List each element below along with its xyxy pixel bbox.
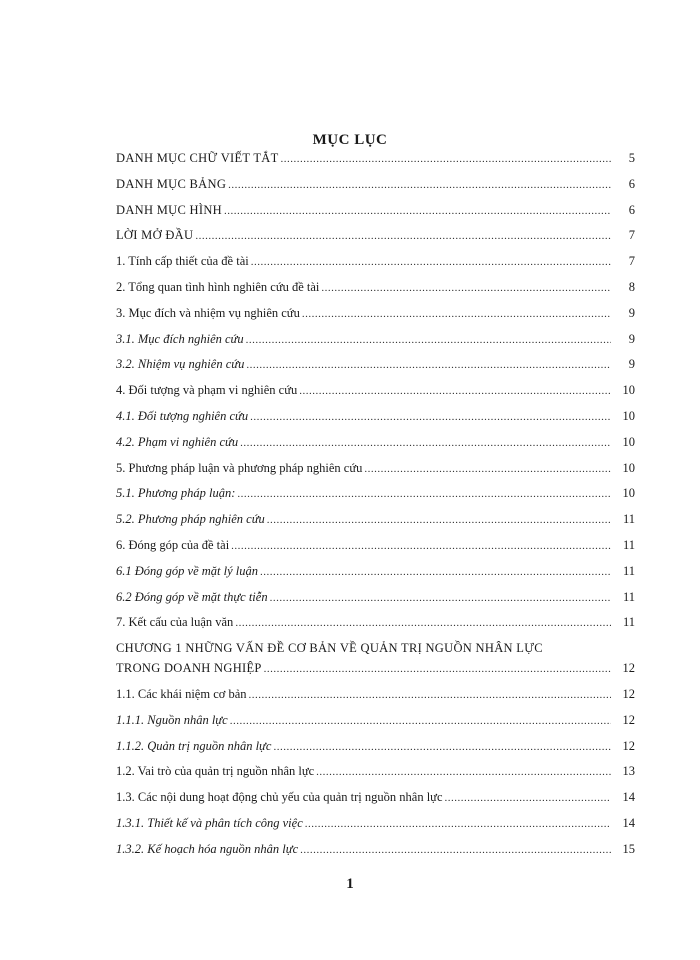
toc-entry-page: 6 <box>628 176 635 191</box>
dot-leader <box>445 792 612 804</box>
toc-entry-chapter[interactable] <box>116 641 635 687</box>
toc-entry-label-line2: TRONG DOANH NGHIỆP <box>116 661 262 676</box>
toc-entry[interactable] <box>116 842 635 868</box>
toc-entry-page: 14 <box>622 790 635 805</box>
dot-leader <box>299 385 611 397</box>
dot-leader <box>195 230 611 242</box>
toc-entry-page: 9 <box>628 305 635 320</box>
dot-leader <box>249 689 611 701</box>
toc-entry-label: DANH MỤC HÌNH <box>116 202 222 217</box>
toc-entry-label: DANH MỤC BẢNG <box>116 176 227 191</box>
dot-leader <box>305 818 611 830</box>
toc-entry-label: 4. Đối tượng và phạm vi nghiên cứu <box>116 383 298 398</box>
toc-entry[interactable] <box>116 228 635 254</box>
toc-entry-page: 11 <box>622 615 635 630</box>
toc-entry[interactable] <box>116 357 635 383</box>
dot-leader <box>231 540 611 552</box>
toc-entry-label: 1. Tính cấp thiết của đề tài <box>116 254 249 269</box>
toc-entry-label: 3. Mục đích và nhiệm vụ nghiên cứu <box>116 305 300 320</box>
toc-entry-page: 10 <box>622 434 635 449</box>
dot-leader <box>273 741 611 753</box>
toc-entry-page: 10 <box>622 486 635 501</box>
toc-entry-label: 1.1. Các khái niệm cơ bản <box>116 686 247 701</box>
toc-entry-label: 6.1 Đóng góp về mặt lý luận <box>116 563 258 578</box>
table-of-contents <box>116 151 635 868</box>
toc-entry-label: LỜI MỞ ĐẦU <box>116 228 194 243</box>
toc-entry[interactable] <box>116 332 635 358</box>
toc-entry[interactable] <box>116 764 635 790</box>
toc-entry[interactable] <box>116 512 635 538</box>
toc-entry[interactable] <box>116 816 635 842</box>
toc-entry[interactable] <box>116 538 635 564</box>
toc-entry-label-line1: CHƯƠNG 1 NHỮNG VẤN ĐỀ CƠ BẢN VỀ QUẢN TRỊ NGUỒN NHÂN LỰC <box>116 641 543 656</box>
toc-entry[interactable] <box>116 383 635 409</box>
toc-entry-label: 1.3.1. Thiết kế và phân tích công việc <box>116 815 303 830</box>
toc-entry[interactable] <box>116 151 635 177</box>
toc-entry-page: 11 <box>622 589 635 604</box>
toc-entry-page: 11 <box>622 563 635 578</box>
toc-entry-page: 9 <box>628 331 635 346</box>
toc-entry-label: 5. Phương pháp luận và phương pháp nghiên cứu <box>116 460 363 475</box>
dot-leader <box>321 282 611 294</box>
page-number: 1 <box>346 876 354 892</box>
toc-entry-label: 6. Đóng góp của đề tài <box>116 537 230 552</box>
toc-entry-page: 12 <box>622 686 635 701</box>
dot-leader <box>246 359 611 371</box>
toc-entry[interactable] <box>116 687 635 713</box>
toc-entry[interactable] <box>116 280 635 306</box>
dot-leader <box>230 715 611 727</box>
dot-leader <box>300 844 611 856</box>
toc-entry-page: 10 <box>622 383 635 398</box>
toc-entry-label: 4.1. Đối tượng nghiên cứu <box>116 408 249 423</box>
toc-entry-page: 10 <box>622 460 635 475</box>
dot-leader <box>246 334 611 346</box>
toc-entry-label: 3.1. Mục đích nghiên cứu <box>116 331 244 346</box>
toc-entry-label: 7. Kết cấu của luận văn <box>116 615 234 630</box>
toc-entry[interactable] <box>116 177 635 203</box>
toc-entry-label: 1.1.2. Quản trị nguồn nhân lực <box>116 738 272 753</box>
dot-leader <box>240 437 611 449</box>
dot-leader <box>235 617 611 629</box>
dot-leader <box>281 153 611 165</box>
toc-entry-page: 8 <box>628 279 635 294</box>
toc-entry-page: 15 <box>622 841 635 856</box>
dot-leader <box>270 592 611 604</box>
toc-entry[interactable] <box>116 615 635 641</box>
toc-entry-label: 5.2. Phương pháp nghiên cứu <box>116 512 265 527</box>
toc-entry[interactable] <box>116 254 635 280</box>
dot-leader <box>364 463 611 475</box>
toc-entry-page: 5 <box>628 151 635 165</box>
dot-leader <box>224 205 611 217</box>
toc-entry-page: 9 <box>628 357 635 372</box>
toc-entry[interactable] <box>116 590 635 616</box>
dot-leader <box>251 256 611 268</box>
toc-entry-page: 10 <box>622 408 635 423</box>
dot-leader <box>237 488 611 500</box>
dot-leader <box>260 566 611 578</box>
dot-leader <box>302 308 611 320</box>
toc-entry-page: 7 <box>628 228 635 243</box>
toc-entry[interactable] <box>116 435 635 461</box>
toc-entry[interactable] <box>116 409 635 435</box>
toc-entry-label: 5.1. Phương pháp luận: <box>116 486 236 501</box>
toc-entry-page: 11 <box>622 512 635 527</box>
toc-entry-page: 12 <box>622 712 635 727</box>
toc-entry[interactable] <box>116 306 635 332</box>
dot-leader <box>250 411 611 423</box>
toc-entry-label: 1.1.1. Nguồn nhân lực <box>116 712 228 727</box>
toc-entry[interactable] <box>116 790 635 816</box>
toc-entry[interactable] <box>116 739 635 765</box>
dot-leader <box>316 766 611 778</box>
dot-leader <box>267 514 611 526</box>
toc-entry-label: DANH MỤC CHỮ VIẾT TẮT <box>116 151 279 165</box>
toc-entry-page: 14 <box>622 815 635 830</box>
toc-entry-label: 1.3.2. Kế hoạch hóa nguồn nhân lực <box>116 841 299 856</box>
toc-entry-page: 7 <box>628 254 635 269</box>
toc-entry[interactable] <box>116 461 635 487</box>
toc-entry[interactable] <box>116 486 635 512</box>
toc-entry[interactable] <box>116 203 635 229</box>
toc-entry-label: 1.2. Vai trò của quản trị nguồn nhân lực <box>116 764 315 779</box>
dot-leader <box>264 663 611 675</box>
toc-entry-page: 11 <box>622 537 635 552</box>
dot-leader <box>228 179 611 191</box>
toc-entry-label: 3.2. Nhiệm vụ nghiên cứu <box>116 357 245 372</box>
toc-entry-page: 12 <box>622 738 635 753</box>
toc-entry-label: 2. Tổng quan tình hình nghiên cứu đề tài <box>116 279 320 294</box>
toc-entry-label: 1.3. Các nội dung hoạt động chủ yếu của quản trị nguồn nhân lực <box>116 790 443 805</box>
toc-entry-page: 6 <box>628 202 635 217</box>
page-title: MỤC LỤC <box>312 132 388 148</box>
toc-entry-page: 12 <box>622 661 635 676</box>
toc-entry[interactable] <box>116 564 635 590</box>
toc-entry-label: 4.2. Phạm vi nghiên cứu <box>116 434 239 449</box>
toc-entry-page: 13 <box>622 764 635 779</box>
toc-entry[interactable] <box>116 713 635 739</box>
toc-entry-label: 6.2 Đóng góp về mặt thực tiễn <box>116 589 268 604</box>
